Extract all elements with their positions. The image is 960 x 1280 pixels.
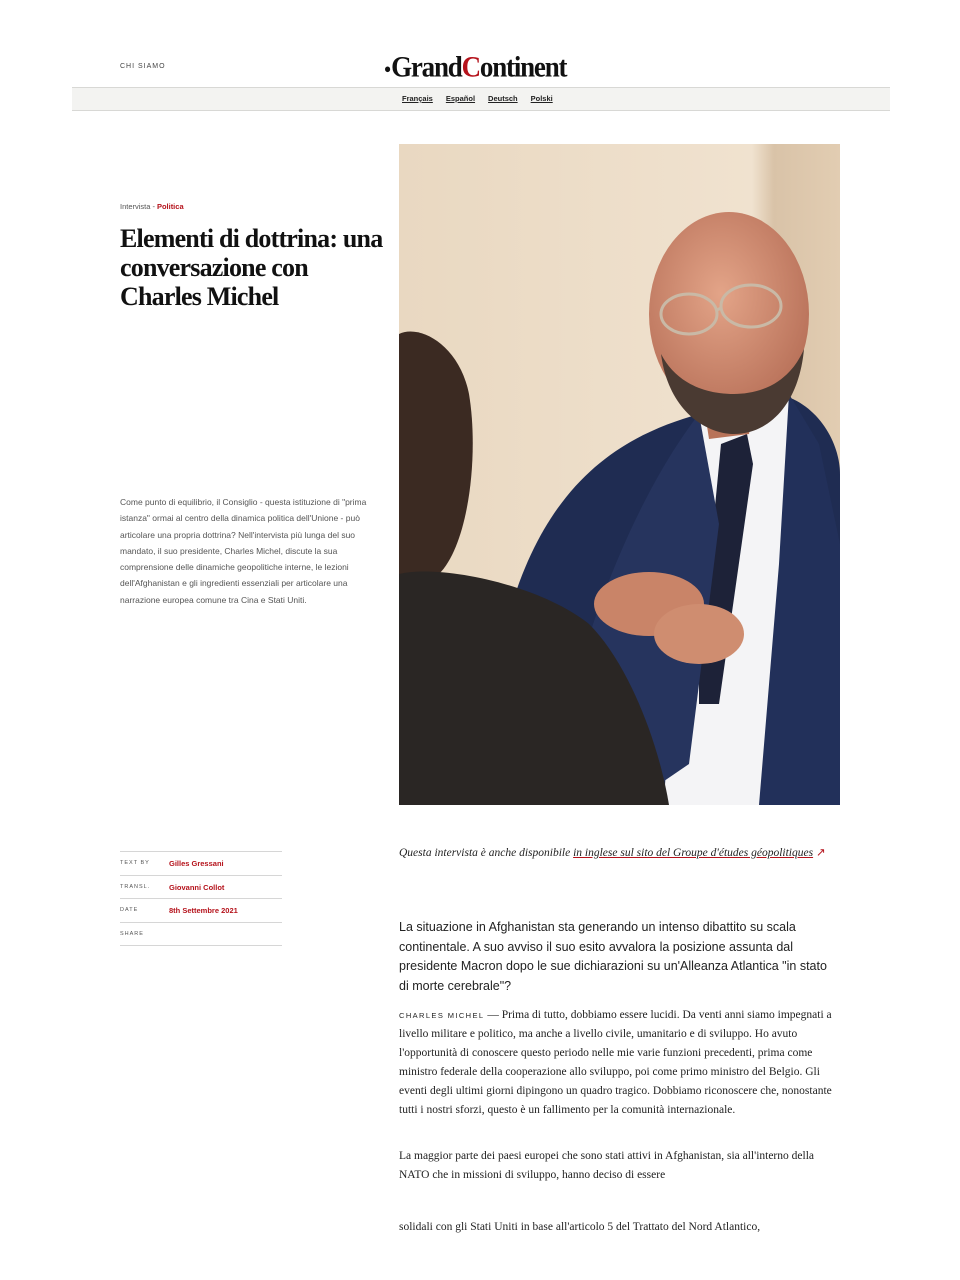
article-title: Elementi di dottrina: una conversazione con Charles Michel: [120, 224, 383, 311]
logo-text-c: C: [461, 50, 480, 83]
section-label[interactable]: Politica: [156, 202, 184, 211]
external-link-icon[interactable]: ↗: [815, 847, 826, 859]
article-summary: Come punto di equilibrio, il Consiglio - questa istituzione di "prima istanza" ormai al centro della dinamica politica dell'Unione - può articolare una propria dottrina? Nell'intervista più lunga del suo mandato, il suo presidente, Charles Michel, discute la sua comprensione delle dinamiche geopolitiche interne, le lezioni dell'Afghanistan e gli ingredienti essenziali per articolare una narrazione europea comune tra Cina e Stati Uniti.: [120, 497, 367, 605]
speaker-name: CHARLES MICHEL: [399, 1011, 485, 1020]
language-bar: [72, 87, 890, 111]
article-credits: [120, 851, 282, 946]
lang-link-german[interactable]: Deutsch: [488, 94, 518, 103]
logo-text-2: ontinent: [479, 50, 567, 83]
credit-key[interactable]: SHARE: [120, 930, 144, 937]
credit-value: 8th Settembre 2021: [169, 906, 238, 915]
language-links: [402, 94, 553, 103]
lang-link-polish[interactable]: Polski: [530, 94, 553, 103]
credit-translator: [120, 876, 282, 900]
credit-value[interactable]: Gilles Gressani: [169, 859, 224, 868]
interview-answer: [399, 1006, 839, 1120]
article-category: [120, 202, 184, 211]
credit-author: [120, 852, 282, 876]
lang-link-french[interactable]: Français: [402, 94, 433, 103]
credit-share[interactable]: [120, 923, 282, 947]
credit-date: [120, 899, 282, 923]
category-separator: -: [152, 202, 155, 211]
body-paragraph: La maggior parte dei paesi europei che sono stati attivi in Afghanistan, sia all'interno della NATO che in missioni di sviluppo, hanno deciso di essere: [399, 1150, 814, 1181]
note-prefix: Questa intervista è anche disponibile: [399, 847, 571, 859]
credit-key: DATE: [120, 907, 139, 913]
site-header: [72, 50, 890, 86]
lang-link-spanish[interactable]: Español: [445, 94, 476, 103]
translation-note: [399, 844, 829, 863]
credit-value[interactable]: Giovanni Collot: [169, 882, 225, 892]
credit-key: TRANSL.: [120, 883, 151, 890]
about-us-link[interactable]: CHI SIAMO: [120, 63, 166, 70]
answer-text: — Prima di tutto, dobbiamo essere lucidi. Da venti anni siamo impegnati a livello militare e politico, ma anche a livello civile, umanitario e di sviluppo. Ho avuto l'opportunità di conoscere questo periodo nelle mie varie funzioni precedenti, prima come ministro federale della cooperazione allo sviluppo, poi come primo ministro del Belgio. Gli eventi degli ultimi giorni dipingono un quadro tragico. Dobbiamo riconoscere che, nonostante tutti i nostri sforzi, questo è un fallimento per la comunità internazionale.: [399, 1009, 832, 1116]
category-label[interactable]: Intervista: [120, 202, 151, 211]
credit-key: TEXT BY: [120, 860, 150, 866]
english-version-link[interactable]: in inglese sul sito del Groupe d'études géopolitiques: [573, 847, 814, 859]
site-logo[interactable]: [384, 50, 566, 84]
logo-text-1: Grand: [391, 50, 462, 83]
interview-question: La situazione in Afghanistan sta generando un intenso dibattito su scala continentale. A suo avviso il suo esito avvalora la posizione assunta dal presidente Macron dopo le sue dichiarazioni su un'Alleanza Atlantica "in stato di morte cerebrale"?: [399, 920, 827, 993]
body-paragraph: solidali con gli Stati Uniti in base all'articolo 5 del Trattato del Nord Atlantico,: [399, 1221, 761, 1233]
hero-photo: [399, 144, 840, 805]
logo-dot-icon: ●: [384, 61, 391, 77]
